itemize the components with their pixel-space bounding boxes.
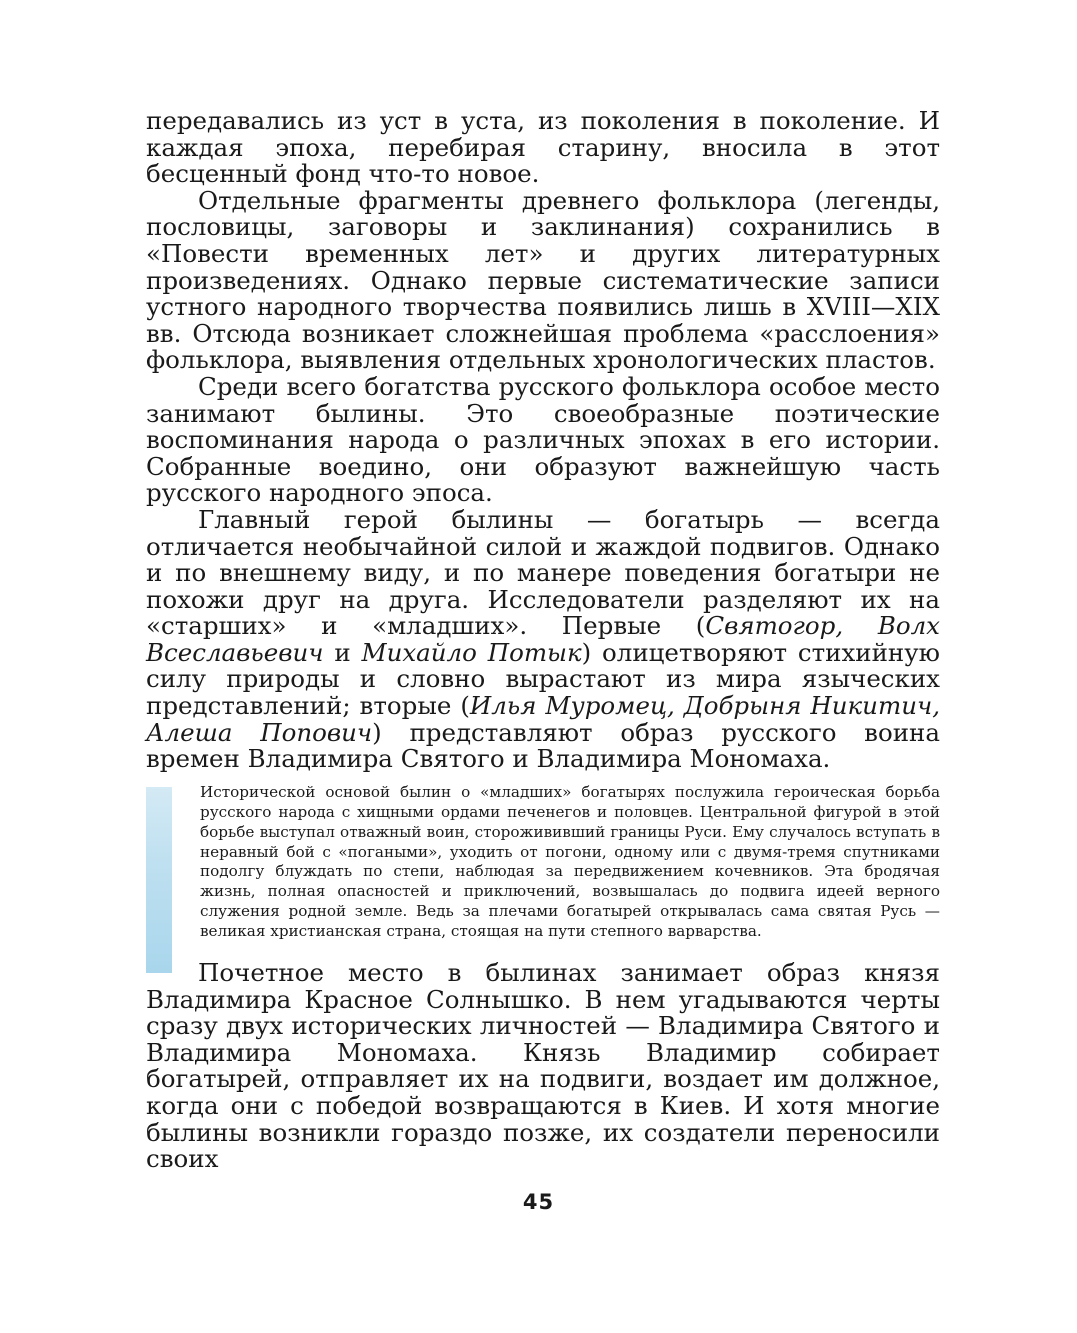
elder-heroes-names: Святогор, Волх Всеславьевич — [146, 611, 940, 667]
paragraph-text: ) представляют образ русского воина времен Владимира Святого и Владимира Мономаха. — [146, 717, 940, 774]
paragraph-continuation: передавались из уст в уста, из поколения в поколение. И каждая эпоха, перебирая старину, вносила в этот бесценный фонд что-то новое. — [146, 106, 940, 189]
paragraph-text: ) олицетворяют стихийную силу природы и словно вырастают из мира языческих представлений; вторые ( — [146, 637, 941, 721]
paragraph-prince-vladimir: Почетное место в былинах занимает образ князя Владимира Красное Солнышко. В нем угадываются черты сразу двух исторических личностей — Владимира Святого и Владимира Мономаха. Князь Владимир собирает богатырей, отправляет их на подвиги, воздает им должное, когда они с победой возвращаются в Киев. И хотя многие былины возникли гораздо позже, их создатели переносили своих — [146, 958, 940, 1174]
historical-note-text: Исторической основой былин о «младших» богатырях послужила героическая борьба русского народа с хищными ордами печенегов и половцев. Центральной фигурой в этой борьбе выступал отважный воин, сторожививший границы Руси. Ему случалось вступать в неравный бой с «погаными», уходить от погони, одному или с двумя-тремя спутниками подолгу блуждать по степи, наблюдая за передвижением кочевников. Эта бродячая жизнь, полная опасностей и приключений, возвышалась до подвига идеей верного служения родной земле. Ведь за плечами богатырей открывалась сама святая Русь — великая христианская страна, стоящая на пути степного варварства. — [200, 782, 940, 941]
paragraph-folklore-fragments: Отдельные фрагменты древнего фольклора (легенды, пословицы, заговоры и заклинания) сохранились в «Повести временных лет» и других литературных произведениях. Однако первые систематические записи устного народного творчества появились лишь в XVIII—XIX вв. Отсюда возникает сложнейшая проблема «расслоения» фольклора, выявления отдельных хронологических пластов. — [146, 185, 940, 375]
younger-heroes-names: Илья Муромец, Добрыня Никитич, Алеша Попович — [146, 691, 941, 747]
historical-note-box — [146, 783, 940, 942]
elder-hero-name: Михайло Потык — [361, 637, 582, 667]
paragraph-byliny: Среди всего богатства русского фольклора особое место занимают былины. Это своеобразные поэтические воспоминания народа о различных эпохах в его истории. Собранные воедино, они образуют важнейшую часть русского народного эпоса. — [146, 371, 940, 508]
note-accent-bar — [146, 787, 172, 973]
paragraph-bogatyr — [146, 504, 941, 774]
paragraph-text: Главный герой былины — богатырь — всегда отличается необычайной силой и жаждой подвигов. Однако и по внешнему виду, и по манере поведения богатыри не похожи друг на друга. Исследователи разделяют их на «старших» и «младших». Первые ( — [146, 504, 940, 641]
paragraph-text: и — [323, 637, 362, 667]
page-number: 45 — [522, 1190, 555, 1214]
page-body — [146, 108, 940, 1173]
